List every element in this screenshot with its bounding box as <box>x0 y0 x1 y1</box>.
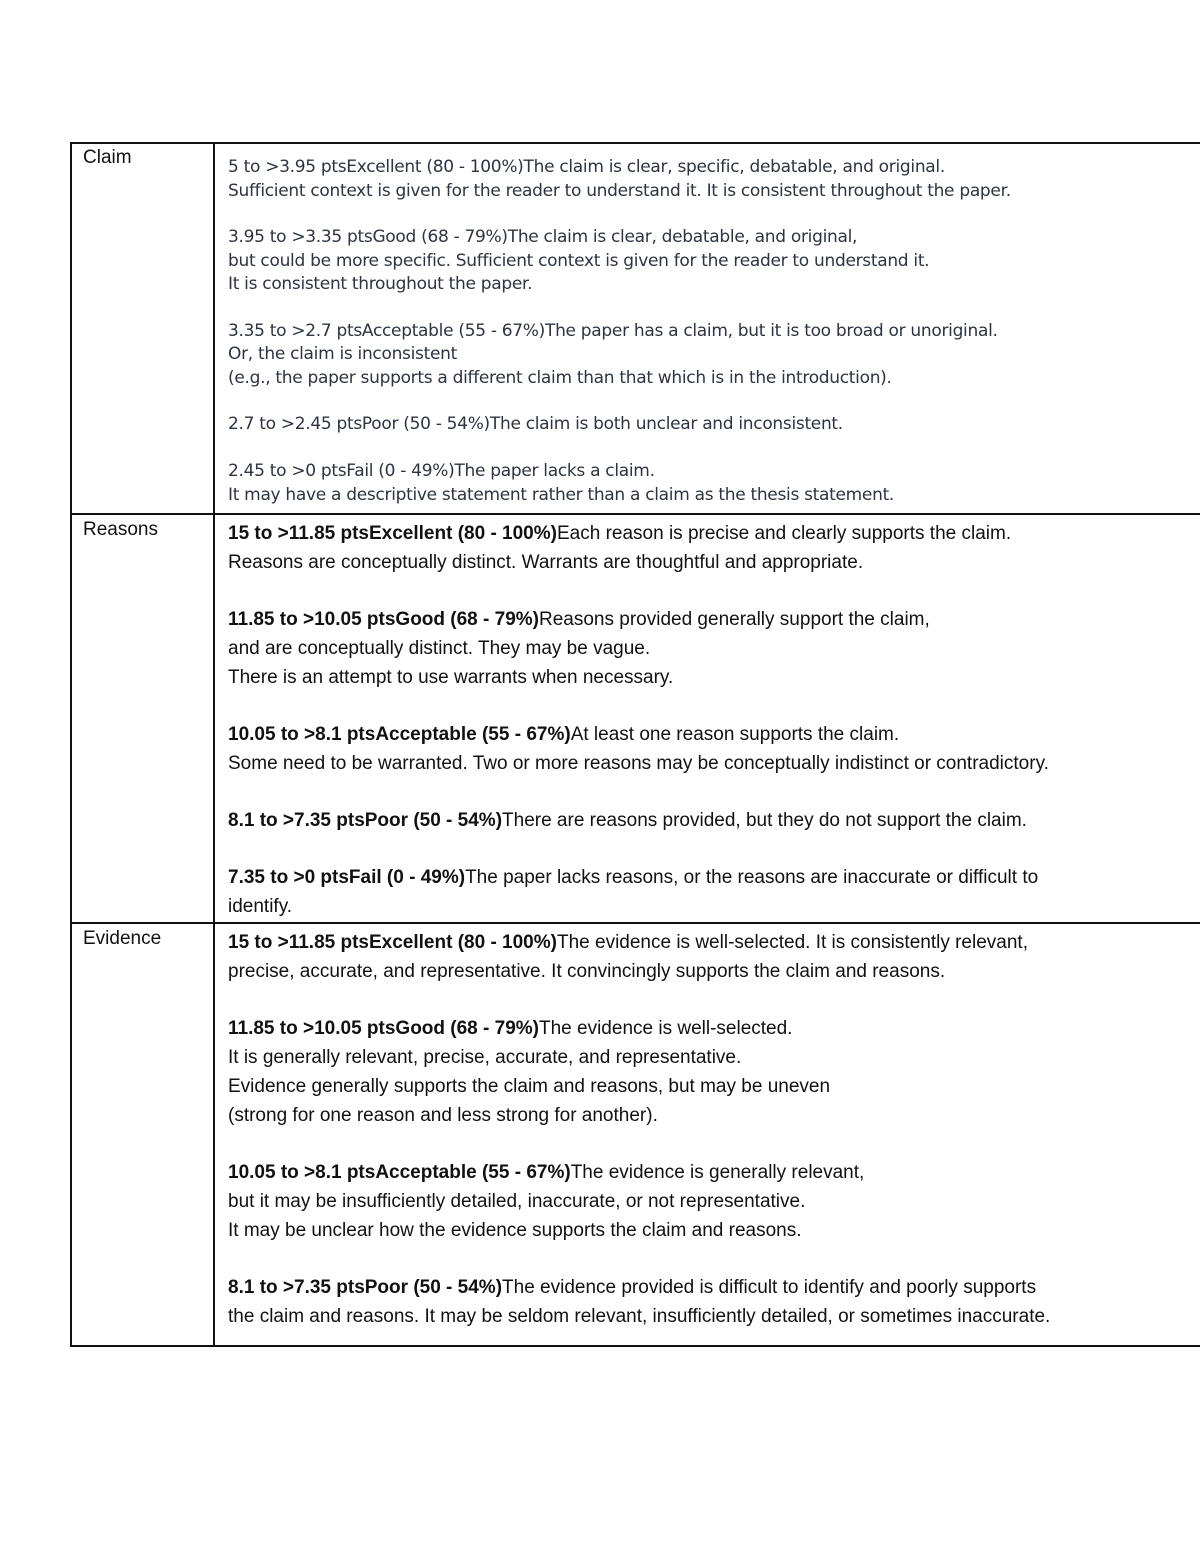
rating-description: the claim and reasons. It may be seldom relevant, insufficiently detailed, or sometimes inaccurate. <box>228 1306 1051 1327</box>
criterion-ratings-claim <box>214 143 1200 514</box>
rating-description: The evidence is well-selected. <box>539 1018 793 1039</box>
rating-description: It may be unclear how the evidence supports the claim and reasons. <box>228 1220 802 1241</box>
rating-description: At least one reason supports the claim. <box>570 724 900 745</box>
rating-heading: 3.35 to >2.7 ptsAcceptable (55 - 67%) <box>228 320 545 341</box>
rating-description: The claim is clear, specific, debatable, and original. <box>523 157 945 177</box>
rating-description: identify. <box>228 896 293 917</box>
rating-description: It may have a descriptive statement rather than a claim as the thesis statement. <box>228 484 895 505</box>
rating-line <box>228 720 1200 749</box>
rating-heading: 10.05 to >8.1 ptsAcceptable (55 - 67%) <box>228 1162 571 1183</box>
rating-line <box>228 1158 1200 1187</box>
rating-description: (e.g., the paper supports a different claim than that which is in the introduction). <box>228 367 892 388</box>
rating-description: Or, the claim is inconsistent <box>228 344 457 364</box>
rating-description: There are reasons provided, but they do not support the claim. <box>502 810 1027 831</box>
rating-heading: 11.85 to >10.05 ptsGood (68 - 79%) <box>228 609 539 630</box>
rating-description: and are conceptually distinct. They may be vague. <box>228 638 651 659</box>
rating-description: (strong for one reason and less strong for another). <box>228 1105 658 1126</box>
rating-line <box>228 1014 1200 1043</box>
rating-description: Each reason is precise and clearly supports the claim. <box>556 523 1012 544</box>
rating-description: The paper lacks reasons, or the reasons are inaccurate or difficult to <box>465 867 1039 888</box>
rating-line <box>228 226 1200 250</box>
rating-line <box>228 605 1200 634</box>
rating-description: Evidence generally supports the claim and reasons, but may be uneven <box>228 1076 831 1097</box>
rating-heading: 8.1 to >7.35 ptsPoor (50 - 54%) <box>228 810 503 831</box>
rating-description: Sufficient context is given for the reader to understand it. It is consistent throughout the paper. <box>228 180 1011 201</box>
rating-heading: 8.1 to >7.35 ptsPoor (50 - 54%) <box>228 1277 503 1298</box>
rating-heading: 7.35 to >0 ptsFail (0 - 49%) <box>228 867 466 888</box>
rating-description: Some need to be warranted. Two or more reasons may be conceptually indistinct or contradictory. <box>228 753 1049 774</box>
rating-description: The evidence is generally relevant, <box>570 1162 865 1183</box>
rating-description: It is consistent throughout the paper. <box>228 274 533 294</box>
rating-heading: 3.95 to >3.35 ptsGood (68 - 79%) <box>228 227 508 247</box>
criterion-row-claim <box>71 143 1200 514</box>
criterion-row-evidence <box>71 923 1200 1346</box>
rating-heading: 10.05 to >8.1 ptsAcceptable (55 - 67%) <box>228 724 571 745</box>
rating-description: precise, accurate, and representative. It convincingly supports the claim and reasons. <box>228 961 946 982</box>
rating-description: Reasons provided generally support the claim, <box>539 609 930 630</box>
rating-heading: 2.7 to >2.45 ptsPoor (50 - 54%) <box>228 414 490 434</box>
rating-description: The paper lacks a claim. <box>454 461 655 481</box>
rubric-table <box>70 142 1200 1347</box>
rating-description: but could be more specific. Sufficient context is given for the reader to understand it. <box>228 250 930 271</box>
rating-line <box>228 413 1200 437</box>
criterion-label-evidence: Evidence <box>71 923 214 1346</box>
criterion-ratings-evidence <box>214 923 1200 1346</box>
rating-line <box>228 460 1200 484</box>
rating-description: The evidence provided is difficult to identify and poorly supports <box>502 1277 1037 1298</box>
rating-line <box>228 320 1200 344</box>
rating-line <box>228 1273 1200 1302</box>
rating-heading: 15 to >11.85 ptsExcellent (80 - 100%) <box>228 523 557 544</box>
rating-description: Reasons are conceptually distinct. Warrants are thoughtful and appropriate. <box>228 552 864 573</box>
rating-description: The evidence is well-selected. It is consistently relevant, <box>556 932 1028 953</box>
criterion-label-claim: Claim <box>71 143 214 514</box>
rating-line <box>228 156 1200 180</box>
rating-description: It is generally relevant, precise, accurate, and representative. <box>228 1047 742 1068</box>
rating-description: There is an attempt to use warrants when necessary. <box>228 667 674 688</box>
rating-description: but it may be insufficiently detailed, inaccurate, or not representative. <box>228 1191 806 1212</box>
rating-line <box>228 519 1200 548</box>
criterion-ratings-reasons <box>214 514 1200 923</box>
rating-description: The paper has a claim, but it is too broad or unoriginal. <box>544 320 998 341</box>
rating-description: The claim is clear, debatable, and original, <box>507 227 858 247</box>
rating-line <box>228 928 1200 957</box>
rating-heading: 11.85 to >10.05 ptsGood (68 - 79%) <box>228 1018 539 1039</box>
rating-heading: 2.45 to >0 ptsFail (0 - 49%) <box>228 461 455 481</box>
rating-line <box>228 806 1200 835</box>
rating-description: The claim is both unclear and inconsistent. <box>489 414 843 434</box>
criterion-row-reasons <box>71 514 1200 923</box>
rating-heading: 5 to >3.95 ptsExcellent (80 - 100%) <box>228 157 524 177</box>
rating-line <box>228 863 1200 892</box>
rating-heading: 15 to >11.85 ptsExcellent (80 - 100%) <box>228 932 557 953</box>
criterion-label-reasons: Reasons <box>71 514 214 923</box>
